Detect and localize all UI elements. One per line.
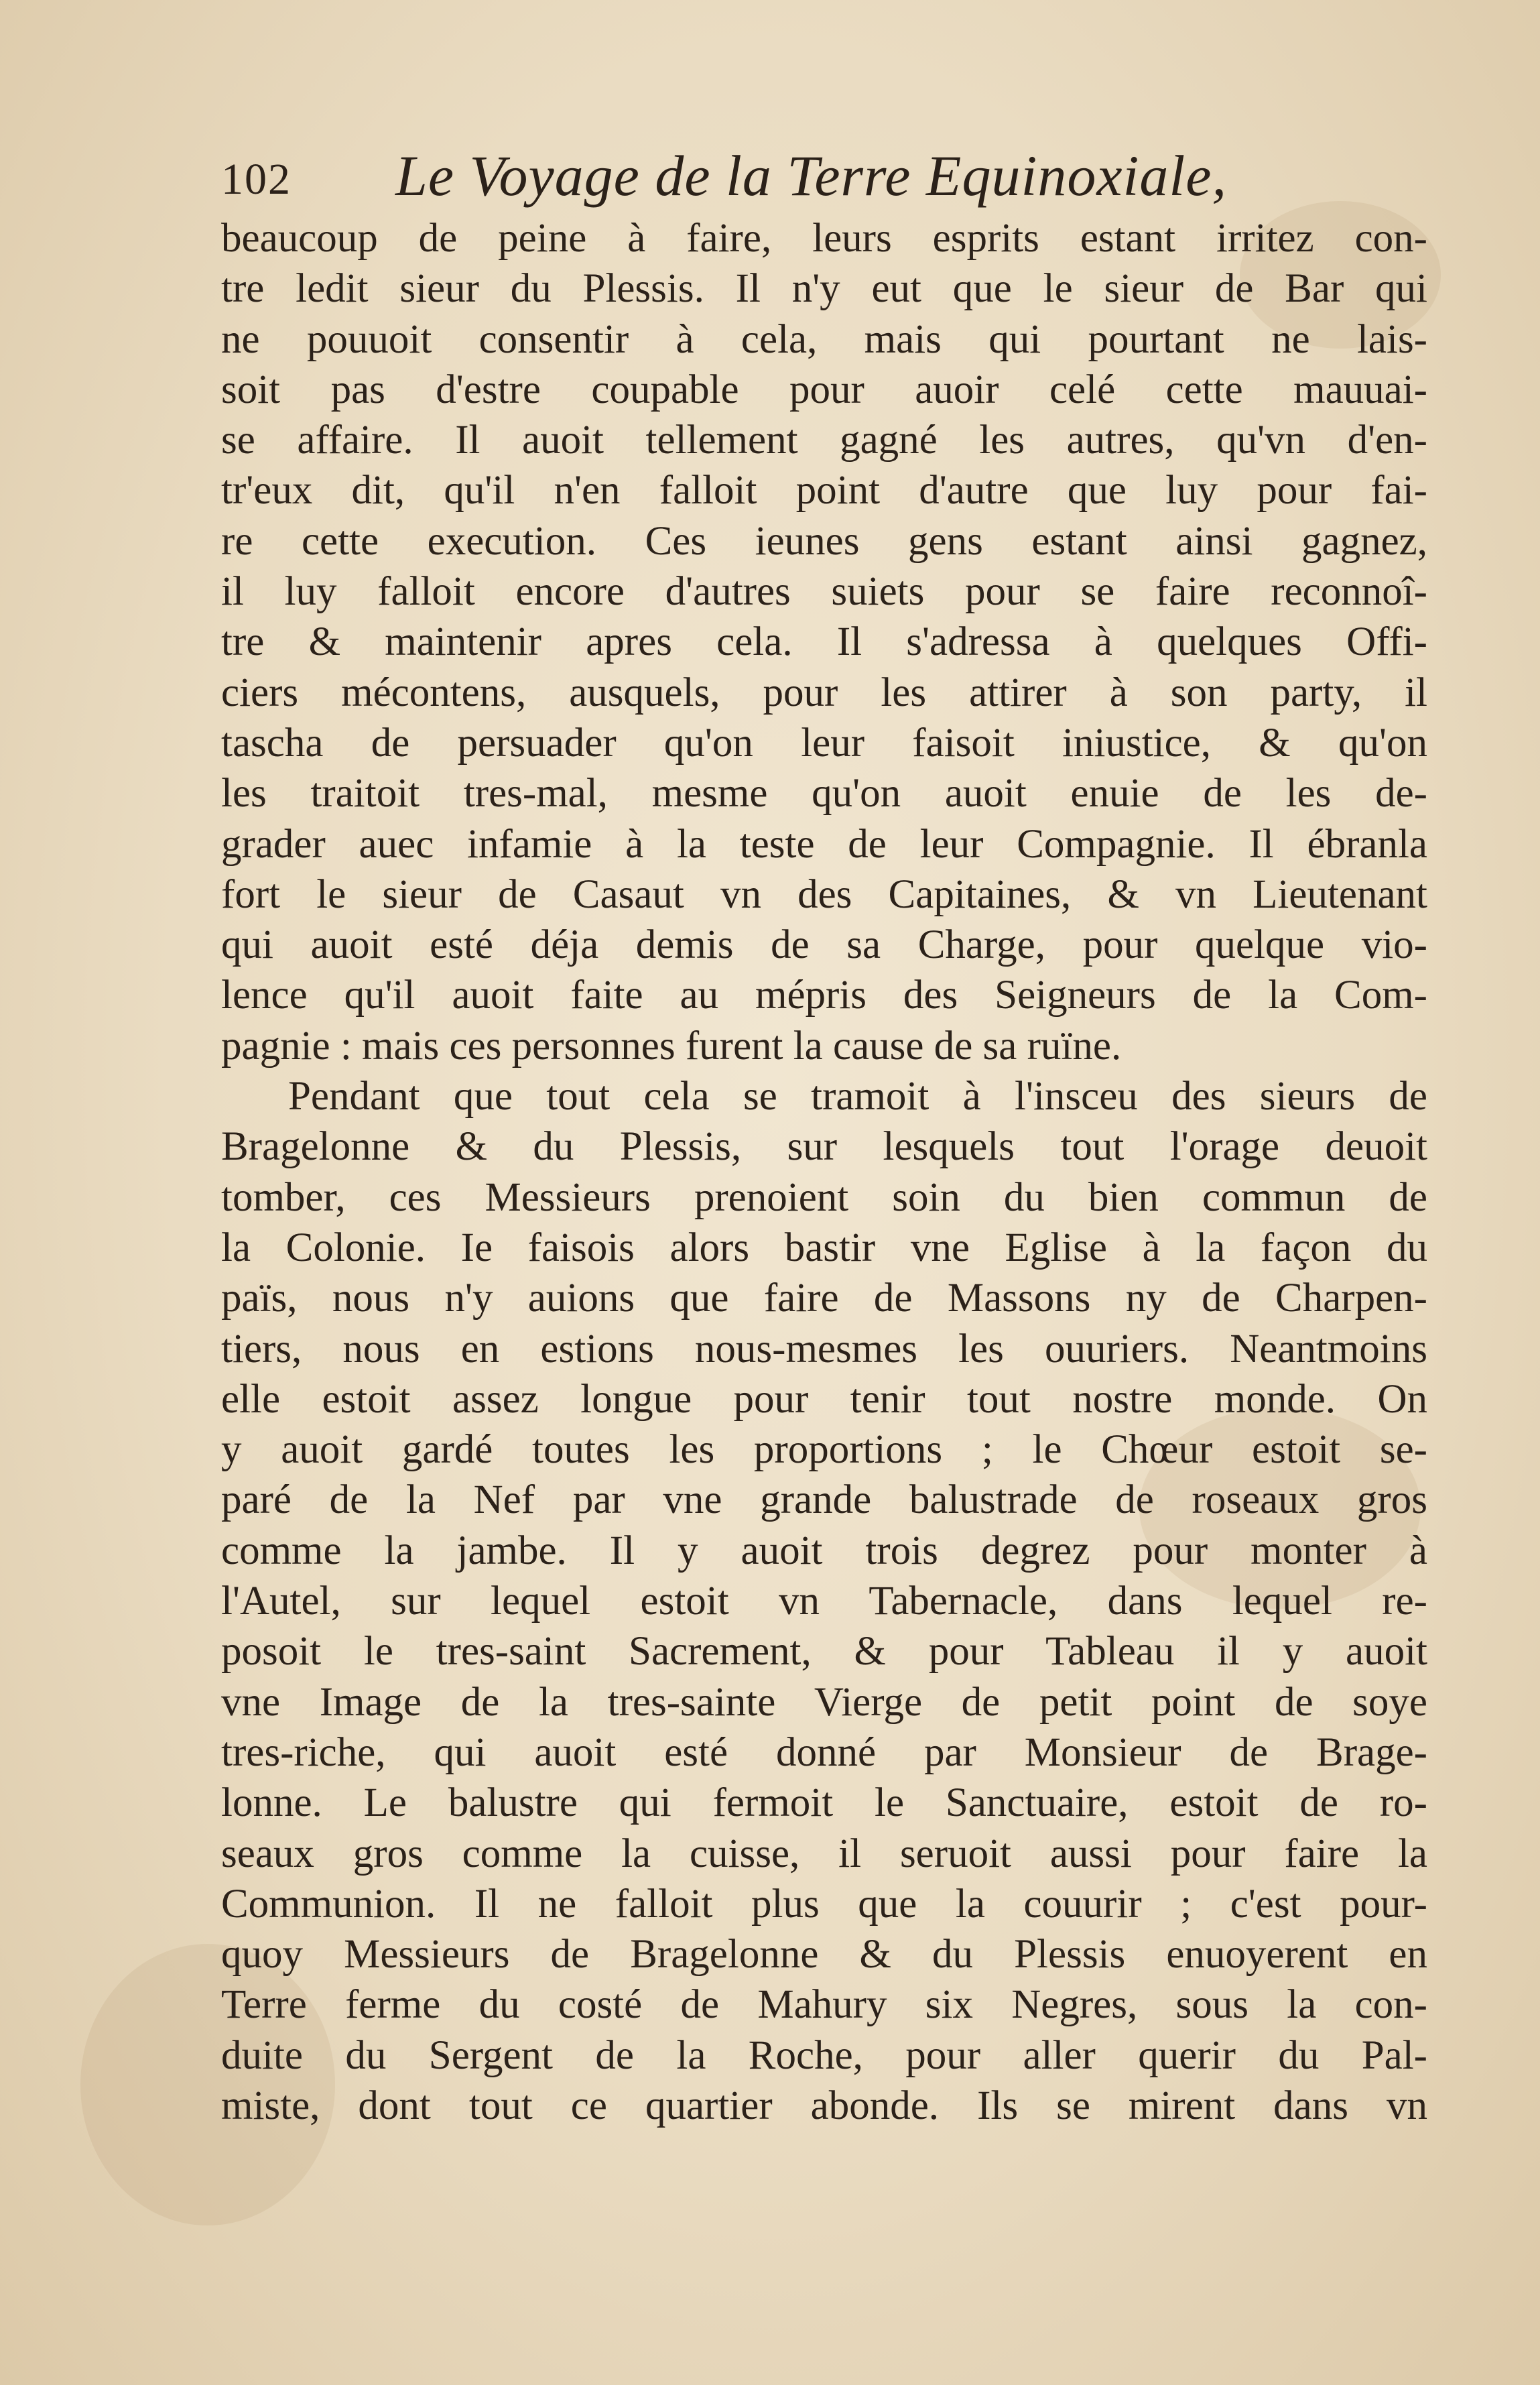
page-header [221, 134, 1293, 215]
text-line: Terre ferme du costé de Mahury six Negres, sous la con- [221, 1982, 1427, 2028]
text-line: ciers mécontens, ausquels, pour les attirer à son party, il [221, 670, 1427, 715]
text-line: comme la jambe. Il y auoit trois degrez pour monter à [221, 1528, 1427, 1573]
text-line: tomber, ces Messieurs prenoient soin du bien commun de [221, 1174, 1427, 1220]
text-line: duite du Sergent de la Roche, pour aller querir du Pal- [221, 2032, 1427, 2078]
body-text [221, 213, 1427, 2131]
text-line: Bragelonne & du Plessis, sur lesquels tout l'orage deuoit [221, 1124, 1427, 1170]
text-line: miste, dont tout ce quartier abonde. Ils se mirent dans vn [221, 2083, 1427, 2128]
text-line: lence qu'il auoit faite au mépris des Seigneurs de la Com- [221, 973, 1427, 1018]
text-line: il luy falloit encore d'autres suiets pour se faire reconnoî- [221, 569, 1427, 615]
text-line: elle estoit assez longue pour tenir tout nostre monde. On [221, 1376, 1427, 1422]
text-line: tre ledit sieur du Plessis. Il n'y eut que le sieur de Bar qui [221, 266, 1427, 312]
text-line: tres-riche, qui auoit esté donné par Monsieur de Brage- [221, 1729, 1427, 1775]
text-line: tiers, nous en estions nous-mesmes les ouuriers. Neantmoins [221, 1326, 1427, 1371]
page-number: 102 [221, 155, 292, 204]
text-line: y auoit gardé toutes les proportions ; le Chœur estoit se- [221, 1427, 1427, 1473]
text-line: vne Image de la tres-sainte Vierge de petit point de soye [221, 1679, 1427, 1725]
text-line: ne pouuoit consentir à cela, mais qui pourtant ne lais- [221, 316, 1427, 362]
running-title: Le Voyage de la Terre Equinoxiale, [395, 143, 1227, 208]
text-line: pagnie : mais ces personnes furent la cause de sa ruïne. [221, 1023, 1122, 1068]
text-line: paré de la Nef par vne grande balustrade de roseaux gros [221, 1477, 1427, 1523]
text-line: tre & maintenir apres cela. Il s'adressa à quelques Offi- [221, 619, 1427, 665]
text-line: re cette execution. Ces ieunes gens estant ainsi gagnez, [221, 518, 1427, 564]
text-line: l'Autel, sur lequel estoit vn Tabernacle, dans lequel re- [221, 1579, 1427, 1624]
text-line: quoy Messieurs de Bragelonne & du Plessis enuoyerent en [221, 1932, 1427, 1977]
text-line: seaux gros comme la cuisse, il seruoit aussi pour faire la [221, 1831, 1427, 1876]
text-line: tascha de persuader qu'on leur faisoit iniustice, & qu'on [221, 720, 1427, 766]
text-line: lonne. Le balustre qui fermoit le Sanctuaire, estoit de ro- [221, 1780, 1427, 1826]
text-line: les traitoit tres-mal, mesme qu'on auoit enuie de les de- [221, 771, 1427, 816]
text-line: posoit le tres-saint Sacrement, & pour Tableau il y auoit [221, 1629, 1427, 1674]
text-line: soit pas d'estre coupable pour auoir celé cette mauuai- [221, 367, 1427, 412]
text-line: tr'eux dit, qu'il n'en falloit point d'autre que luy pour fai- [221, 468, 1427, 513]
paragraph-start-line: Pendant que tout cela se tramoit à l'insceu des sieurs de [288, 1074, 1427, 1119]
text-line: se affaire. Il auoit tellement gagné les autres, qu'vn d'en- [221, 418, 1427, 463]
text-line: qui auoit esté déja demis de sa Charge, pour quelque vio- [221, 922, 1427, 968]
text-line: beaucoup de peine à faire, leurs esprits estant irritez con- [221, 216, 1427, 261]
text-line: la Colonie. Ie faisois alors bastir vne Eglise à la façon du [221, 1225, 1427, 1270]
text-line: grader auec infamie à la teste de leur Compagnie. Il ébranla [221, 821, 1427, 867]
text-line: païs, nous n'y auions que faire de Massons ny de Charpen- [221, 1276, 1427, 1321]
text-line: fort le sieur de Casaut vn des Capitaines, & vn Lieutenant [221, 871, 1427, 917]
text-line: Communion. Il ne falloit plus que la couurir ; c'est pour- [221, 1881, 1427, 1927]
